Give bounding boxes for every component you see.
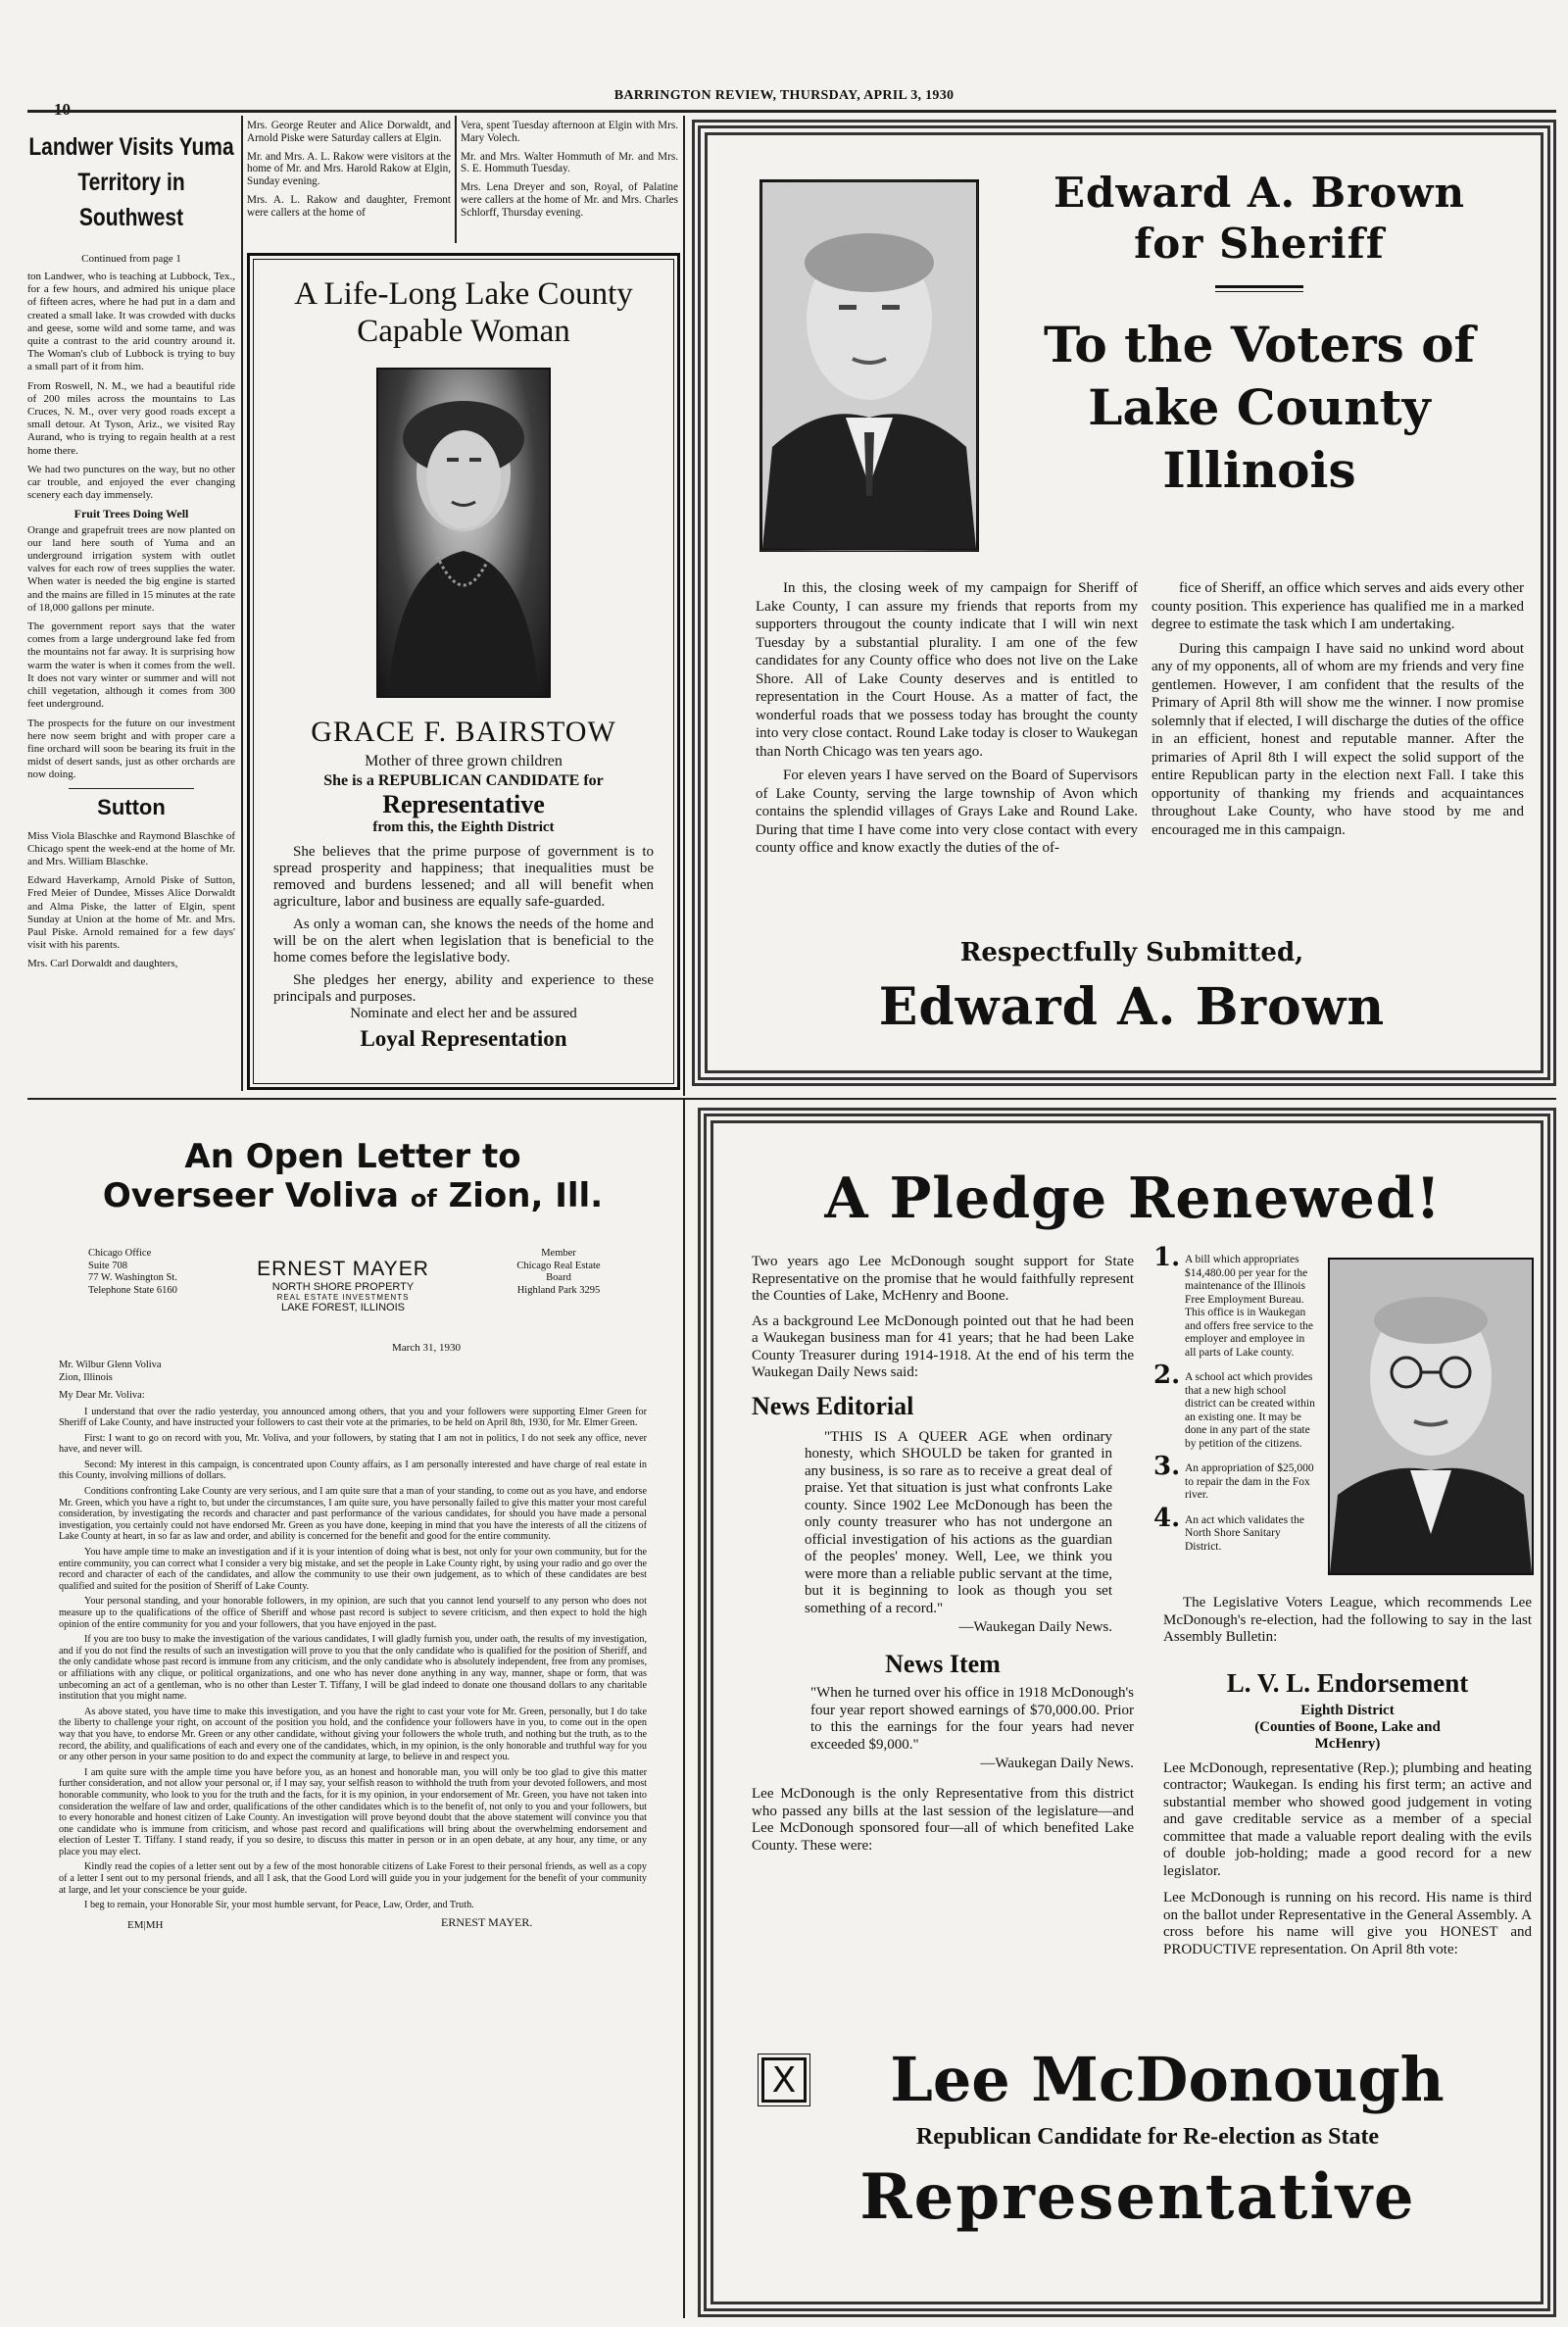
brown-left-col: In this, the closing week of my campaign for Sheriff of Lake County, I can assure my friends that reports from my supporters througout the county indicate that I will win next Tuesday by a substantial plurality. I am one of the few candidates for any County office who does not live on the Lake Shore. All of Lake County deserves and is entitled to representation in the Court House. As a matter of fact, the wonderful roads that we possess today has brought the county into very close contact. Round Lake today is closer to Waukegan than North Chicago was ten years ago. For eleven years I have served on the Board of Supervisors of Lake County, serving the large township of Avon which contains the splendid villages of Grays Lake and Round Lake. During that time I have come into very close contact with every county office and know exactly the duties of the of- bbox=[756, 580, 1138, 856]
pledge-item: 3. An appropriation of $25,000 to repair the dam in the Fox river. bbox=[1153, 1452, 1314, 1501]
brown-ad bbox=[692, 120, 1556, 1086]
mayer-date: March 31, 1930 bbox=[392, 1342, 461, 1354]
editorial-head: News Editorial bbox=[752, 1391, 914, 1420]
bairstow-line2: She is a REPUBLICAN CANDIDATE for bbox=[323, 772, 604, 789]
pledge-item: 4. An act which validates the North Shore Sanitary District. bbox=[1153, 1503, 1304, 1553]
bairstow-district: from this, the Eighth District bbox=[372, 819, 555, 835]
mayer-headline: An Open Letter to Overseer Voliva of Zion, Ill. bbox=[102, 1137, 604, 1215]
bairstow-nominate: Nominate and elect her and be assured bbox=[350, 1006, 577, 1021]
pledge-list bbox=[1153, 1243, 1318, 1565]
mayer-address: Mr. Wilbur Glenn Voliva Zion, Illinois My Dear Mr. Voliva: bbox=[59, 1360, 162, 1401]
bairstow-line1: Mother of three grown children bbox=[365, 753, 563, 769]
mcdonough-sub: Republican Candidate for Re-election as State bbox=[915, 2124, 1380, 2150]
bairstow-ad bbox=[247, 253, 680, 1090]
continued-note: Continued from page 1 bbox=[81, 253, 181, 265]
landwer-body: ton Landwer, who is teaching at Lubbock, Tex., for a few hours, and admired his unique place of fifteen acres, where he had put in a dam and created a small lake. It was crowded with ducks and geese, some wild and some tame, and was quite a contrast to the arid country around it. The Woman's club of Lubbock is trying to buy a small part of it from him. From Roswell, N. M., we had a beautiful ride of 200 miles across the mountains to Las Cruces, N. M., over very good roads except a small detour. At Tyson, Ariz., we visited Ray Aurand, who is trying to regain health at a rest home there. We had two punctures on the way, but no other car trouble, and enjoyed the ever changing scenery each day immensely. Fruit Trees Doing Well Orange and grapefruit trees are now planted on our land here south of Yuma and an underground irrigation system with outlet valves for each row of trees supplies the water. When water is needed the big engine is started and the mains are filled in 15 minutes at the rate of 18,000 gallons per minute. The government report says that the water comes from a large underground lake fed from the mountains not far away. It is surprising how warm the water is when it comes from the well. It does not vary winter or summer and will not chill vegetation, although it comes from 300 feet underground. The prospects for the future on our investment here now seem bright and with proper care a fine orchard will soon be bearing its fruit in the midst of desert sands, just as other orchards are now doing. bbox=[27, 271, 235, 781]
mayer-letter bbox=[59, 1137, 647, 1941]
mayer-body: I understand that over the radio yesterday, you announced among others, that you and your followers were supporting Elmer Green for Sheriff of Lake County, and have instructed your followers to cast their vote at the primaries, to be held on April 8th, 1930, for Mr. Elmer Green. First: I want to go on record with you, Mr. Voliva, and your followers, by stating that I am not in politics, I do not seek any office, never have, and never will. Second: My interest in this campaign, is concentrated upon County affairs, as I am personally interested and have charge of real estate in this County, involving millions of dollars. Conditions confronting Lake County are very serious, and I am quite sure that a man of your standing, to come out as you have, and endorse Mr. Green, which you have a right to, but under the circumstances, I am quite sure, you have personally failed to give this matter your most careful consideration, by investigating the records and character and past performance of the various candidates, for should you have made a personal investigation, you certainly could not have endorsed Mr. Green as you have done, keeping in mind that you have the interests of all the citizens of Lake County at heart, in so far as law and order, and ability is concerned for the benefit and good for the entire community. You have ample time to make an investigation and if it is your intention of doing what is best, not only for your own community, but for the entire community, you can correct what I consider a very big mistake, and set the people in Lake County right, by using your radio and go over the record and character of each of the candidates, and allow the community to use their own judgement, as to which of these candidates are best qualified and suited for the position of Sheriff of Lake County. Your personal standing, and your honorable followers, in my opinion, are such that you cannot lend yourself to any person who does not measure up to the qualifications of the office of Sheriff and whose past record is subject to severe criticism, and then expect to hold the high opinion of the entire community for you and your followers, that you have enjoyed in the past. If you are too busy to make the investigation of the various candidates, I will gladly furnish you, under oath, the results of my investigation, and if you do not find the results of such an investigation will prove to you that the only candidate who is qualified for the position of Sheriff, and the only candidate whose past record is immune from any criticism, and the only candidate who is absolutely independent, free from any promises, or affiliations with any clique, or political organizations, and one who has never done anything in any way, manner, shape or form, that was unbecoming an act of a gentleman, who is no other than Lester T. Tiffany, I will be glad indeed to donate one thousand dollars to any charitable institution that you might name. As above stated, you have time to make this investigation, and you have the right to cast your vote for Mr. Green, personally, but I do take the liberty to challenge your right, on account of the position you hold, and the confidence your followers have in you, to come out in the open way that you have, to endorse Mr. Green or any other candidate, without giving your followers the whole truth, and nothing but the truth, as to the record, the ability, and qualifications of each and every one of the candidates, which, in my opinion, is the only honorable and truthful way for you or any other person in your same position to do and expect the community at large, to believe in and respect you. I am quite sure with the ample time you have before you, as an honest and honorable man, you will only be too glad to give this matter further consideration, and not allow your personal or, if I may say, your selfish reason to withhold the truth from your devoted followers, and most honorable community, who look to you for the truth and the facts, for it is my opinion, in your endorsement of Mr. Green, you have not taken into consideration the welfare of law and order, qualifications of the other candidates which is to the benefit of, not only to you and your followers, but to every honorable and honest citizen of Lake County. An investigation will prove beyond doubt that the above statement will convince you that one candidate who is immune from criticism, and whose past record and qualifications will bring about the overwhelming endorsement and election of Lester T. Tiffany. I stand ready, if you so desire, to discuss this matter in person or in an open debate, at any hour, any time, or any place you may elect. Kindly read the copies of a letter sent out by a few of the most honorable citizens of Lake Forest to their personal friends, as well as a copy of a letter I sent out to my personal friends, and all I ask, that the Good Lord will guide you in your judgement for the benefit of your community at large, and let your conscience be your guide. I beg to remain, your Honorable Sir, your most humble servant, for Peace, Law, Order, and Truth. bbox=[59, 1406, 647, 1911]
brown-photo bbox=[760, 179, 979, 552]
column-rule bbox=[241, 116, 243, 1091]
bairstow-photo bbox=[376, 368, 551, 698]
mcdonough-right-col: The Legislative Voters League, which recommends Lee McDonough's re-election, had the following to say in the last Assembly Bulletin: L. V. L. Endorsement Eighth District (Counties of Boone, Lake and McHenry) Lee McDonough, representative (Rep.); plumbing and heating contractor; Waukegan. Is ending his first term; an active and substantial member who showed good judgement in voting and gave creditable service as a member of a special committee that made a valuable report dealing with the evils of double job-holding; made a good record for a new legislator. Lee McDonough is running on his record. His name is third on the ballot under Representative in the General Assembly. A cross before his name will give you HONEST and PRODUCTIVE representation. On April 8th vote: bbox=[1163, 1595, 1532, 1957]
mcdonough-name: Lee McDonough bbox=[890, 2044, 1445, 2115]
pledge-item: 2. A school act which provides that a new high school district can be created within an existing one. It may be done in any part of the state by petition of the citizens. bbox=[1153, 1361, 1315, 1450]
mcdonough-photo bbox=[1328, 1258, 1534, 1575]
brown-submitted: Respectfully Submitted, bbox=[959, 938, 1304, 967]
bairstow-closing: Loyal Representation bbox=[360, 1026, 567, 1051]
news-item-head: News Item bbox=[885, 1650, 1001, 1678]
lvl-counties: (Counties of Boone, Lake and McHenry) bbox=[1254, 1718, 1441, 1752]
mayer-letterhead: ERNEST MAYER NORTH SHORE PROPERTY REAL ESTATE INVESTMENTS LAKE FOREST, ILLINOIS bbox=[257, 1258, 429, 1313]
bairstow-name: GRACE F. BAIRSTOW bbox=[311, 716, 616, 748]
mcdonough-left-col: Two years ago Lee McDonough sought support for State Representative on the promise that he would faithfully represent the Counties of Lake, McHenry and Boone. As a background Lee McDonough pointed out that he had been a Waukegan business man for 41 years; that he had been Lake County Treasurer during 1914-1918. At the end of his term the Waukegan Daily News said: News Editorial "THIS IS A QUEER AGE when ordinary honesty, which SHOULD be taken for granted in any business, is so rare as to receive a great deal of praise. Yet that situation is just what confronts Lake county. Since 1902 Lee McDonough has been the only county treasurer who has not undergone an official investigation of his actions as the guardian of the peoples' money. Well, Lee, we think you were more than a reliable public servant at the time, but it is beginning to look as though you set something of a record." —Waukegan Daily News. News Item "When he turned over his office in 1918 McDonough's four year report showed earnings of $70,000.00. Prior to this the earnings for the four years had never exceeded $9,000." —Waukegan Daily News. Lee McDonough is the only Representative from this district who passed any bills at the last session of the legislature—and Lee McDonough sponsored four—all of which benefited Lake County. These were: bbox=[752, 1254, 1134, 1854]
section-rule bbox=[27, 1098, 1556, 1100]
ballot-box: X bbox=[761, 2057, 807, 2103]
landwer-headline: Landwer Visits Yuma Territory in Southwest bbox=[28, 133, 234, 231]
col2-news: Mrs. George Reuter and Alice Dorwaldt, and Arnold Piske were Saturday callers at Elgin. Mr. and Mrs. A. L. Rakow were visitors at the home of Mr. and Mrs. Harold Rakow at Elgin, Sunday evening. Mrs. A. L. Rakow and daughter, Fremont were callers at the home of bbox=[247, 120, 451, 219]
column-rule bbox=[455, 116, 457, 243]
mayer-signoff bbox=[59, 1915, 647, 1941]
running-text: Lee McDonough is running on his record. His name is third on the ballot under Representative in the General Assembly. A cross before his name will give you HONEST and PRODUCTIVE representation. On April 8th vote: bbox=[1163, 1890, 1532, 1957]
bairstow-headline: A Life-Long Lake County Capable Woman bbox=[294, 276, 633, 349]
masthead-rule bbox=[27, 110, 1556, 113]
landwer-subhead: Fruit Trees Doing Well bbox=[74, 507, 189, 521]
bairstow-body: She believes that the prime purpose of government is to spread prosperity and happiness; that inequalities must be removed and burdens lessened; and all will benefit when agriculture, labor and business are equally safe-guarded. As only a woman can, she knows the needs of the home and will be on the alert when legislation that is beneficial to the home comes before the legislative body. She pledges her energy, ability and experience to these principals and purposes. bbox=[273, 844, 654, 1005]
brown-title: Edward A. Brown for Sheriff To the Voters of Lake County Illinois bbox=[995, 168, 1524, 502]
news-item-text: "When he turned over his office in 1918 McDonough's four year report showed earnings of $70,000.00. Prior to this the earnings for the four years had never exceeded $9,000." —Waukegan Daily News. bbox=[810, 1685, 1134, 1771]
editorial-text: "THIS IS A QUEER AGE when ordinary honesty, which SHOULD be taken for granted in any business, is so rare as to receive a great deal of praise. Yet that situation is just what confronts Lake county. Since 1902 Lee McDonough has been the only county treasurer who has not undergone an official investigation of his actions as the guardian of the peoples' money. Well, Lee, we think you were more than a reliable public servant at the time, but it is beginning to look as though you set something of a record." —Waukegan Daily News. bbox=[805, 1428, 1112, 1635]
col3-news: Vera, spent Tuesday afternoon at Elgin with Mrs. Mary Volech. Mr. and Mrs. Walter Hommuth of Mr. and Mrs. S. E. Hommuth Tuesday. Mrs. Lena Dreyer and son, Royal, of Palatine were callers at the home of Mr. and Mrs. Charles Schlorff, Thursday evening. bbox=[461, 120, 678, 219]
lvl-head: L. V. L. Endorsement bbox=[1226, 1667, 1469, 1698]
masthead-title: BARRINGTON REVIEW, THURSDAY, APRIL 3, 1930 bbox=[613, 88, 955, 103]
column-rule bbox=[683, 1098, 685, 2318]
lvl-text: Lee McDonough, representative (Rep.); plumbing and heating contractor; Waukegan. Is ending his first term; an active and substantial member who showed good judgement in voting and gave creditable service as a member of a special committee that made a valuable report dealing with the evils of double job-holding; made a good record for a new legislator. bbox=[1163, 1759, 1532, 1879]
sutton-headline: Sutton bbox=[97, 794, 166, 819]
brown-divider bbox=[1215, 285, 1303, 292]
brown-signature: Edward A. Brown bbox=[878, 977, 1386, 1037]
mcdonough-office: Representative bbox=[859, 2160, 1416, 2234]
pledge-item: 1. A bill which appropriates $14,480.00 per year for the maintenance of the Illinois Free Employment Bureau. This office is in Waukegan and offers free service to the employer and employee in all parts of Lake county. bbox=[1153, 1243, 1314, 1359]
mayer-signature: ERNEST MAYER. bbox=[441, 1914, 533, 1929]
brown-headline: To the Voters of Lake County Illinois bbox=[1043, 316, 1476, 499]
landwer-article bbox=[27, 129, 235, 977]
mayer-member: Member Chicago Real Estate Board Highland Park 3295 bbox=[516, 1248, 601, 1296]
brown-right-col: fice of Sheriff, an office which serves and aids every other county position. This experience has qualified me in a marked degree to estimate the task which I am undertaking. During this campaign I have said no unkind word about any of my opponents, all of whom are my friends and very fine gentlemen. However, I am confident that the results of the Primary of April 8th will show me the winner. I now promise solemnly that if elected, I will discharge the duties of the office in an efficient, honest and reputable manner. After the primaries of April 8th I will expect the solid support of the entire Republican party in the election next Fall. I take this opportunity of thanking my friends and acquaintances throughout Lake County, who have stood by me and encouraged me in this campaign. bbox=[1152, 580, 1524, 838]
mcdonough-headline: A Pledge Renewed! bbox=[824, 1165, 1442, 1231]
mayer-office: Chicago Office Suite 708 77 W. Washington St. Telephone State 6160 bbox=[88, 1248, 177, 1296]
column-rule bbox=[683, 116, 685, 1096]
lvl-district: Eighth District bbox=[1300, 1702, 1395, 1718]
bills-intro: Lee McDonough is the only Representative from this district who passed any bills at the last session of the legislature—and Lee McDonough sponsored four—all of which benefited Lake County. These were: bbox=[752, 1786, 1134, 1854]
sutton-body: Miss Viola Blaschke and Raymond Blaschke of Chicago spent the week-end at the home of Mr. and Mrs. William Blaschke. Edward Haverkamp, Arnold Piske of Sutton, Fred Meier of Dundee, Misses Alice Dorwaldt and Alma Piske, the latter of Elgin, spent Sunday at Union at the home of Mr. and Mrs. Paul Piske. Arnold remained for a few days' visit with his parents. Mrs. Carl Dorwaldt and daughters, bbox=[27, 829, 235, 970]
bairstow-office: Representative bbox=[382, 790, 545, 818]
mcdonough-ad bbox=[698, 1108, 1556, 2317]
mayer-initials: EM|MH bbox=[127, 1918, 164, 1931]
